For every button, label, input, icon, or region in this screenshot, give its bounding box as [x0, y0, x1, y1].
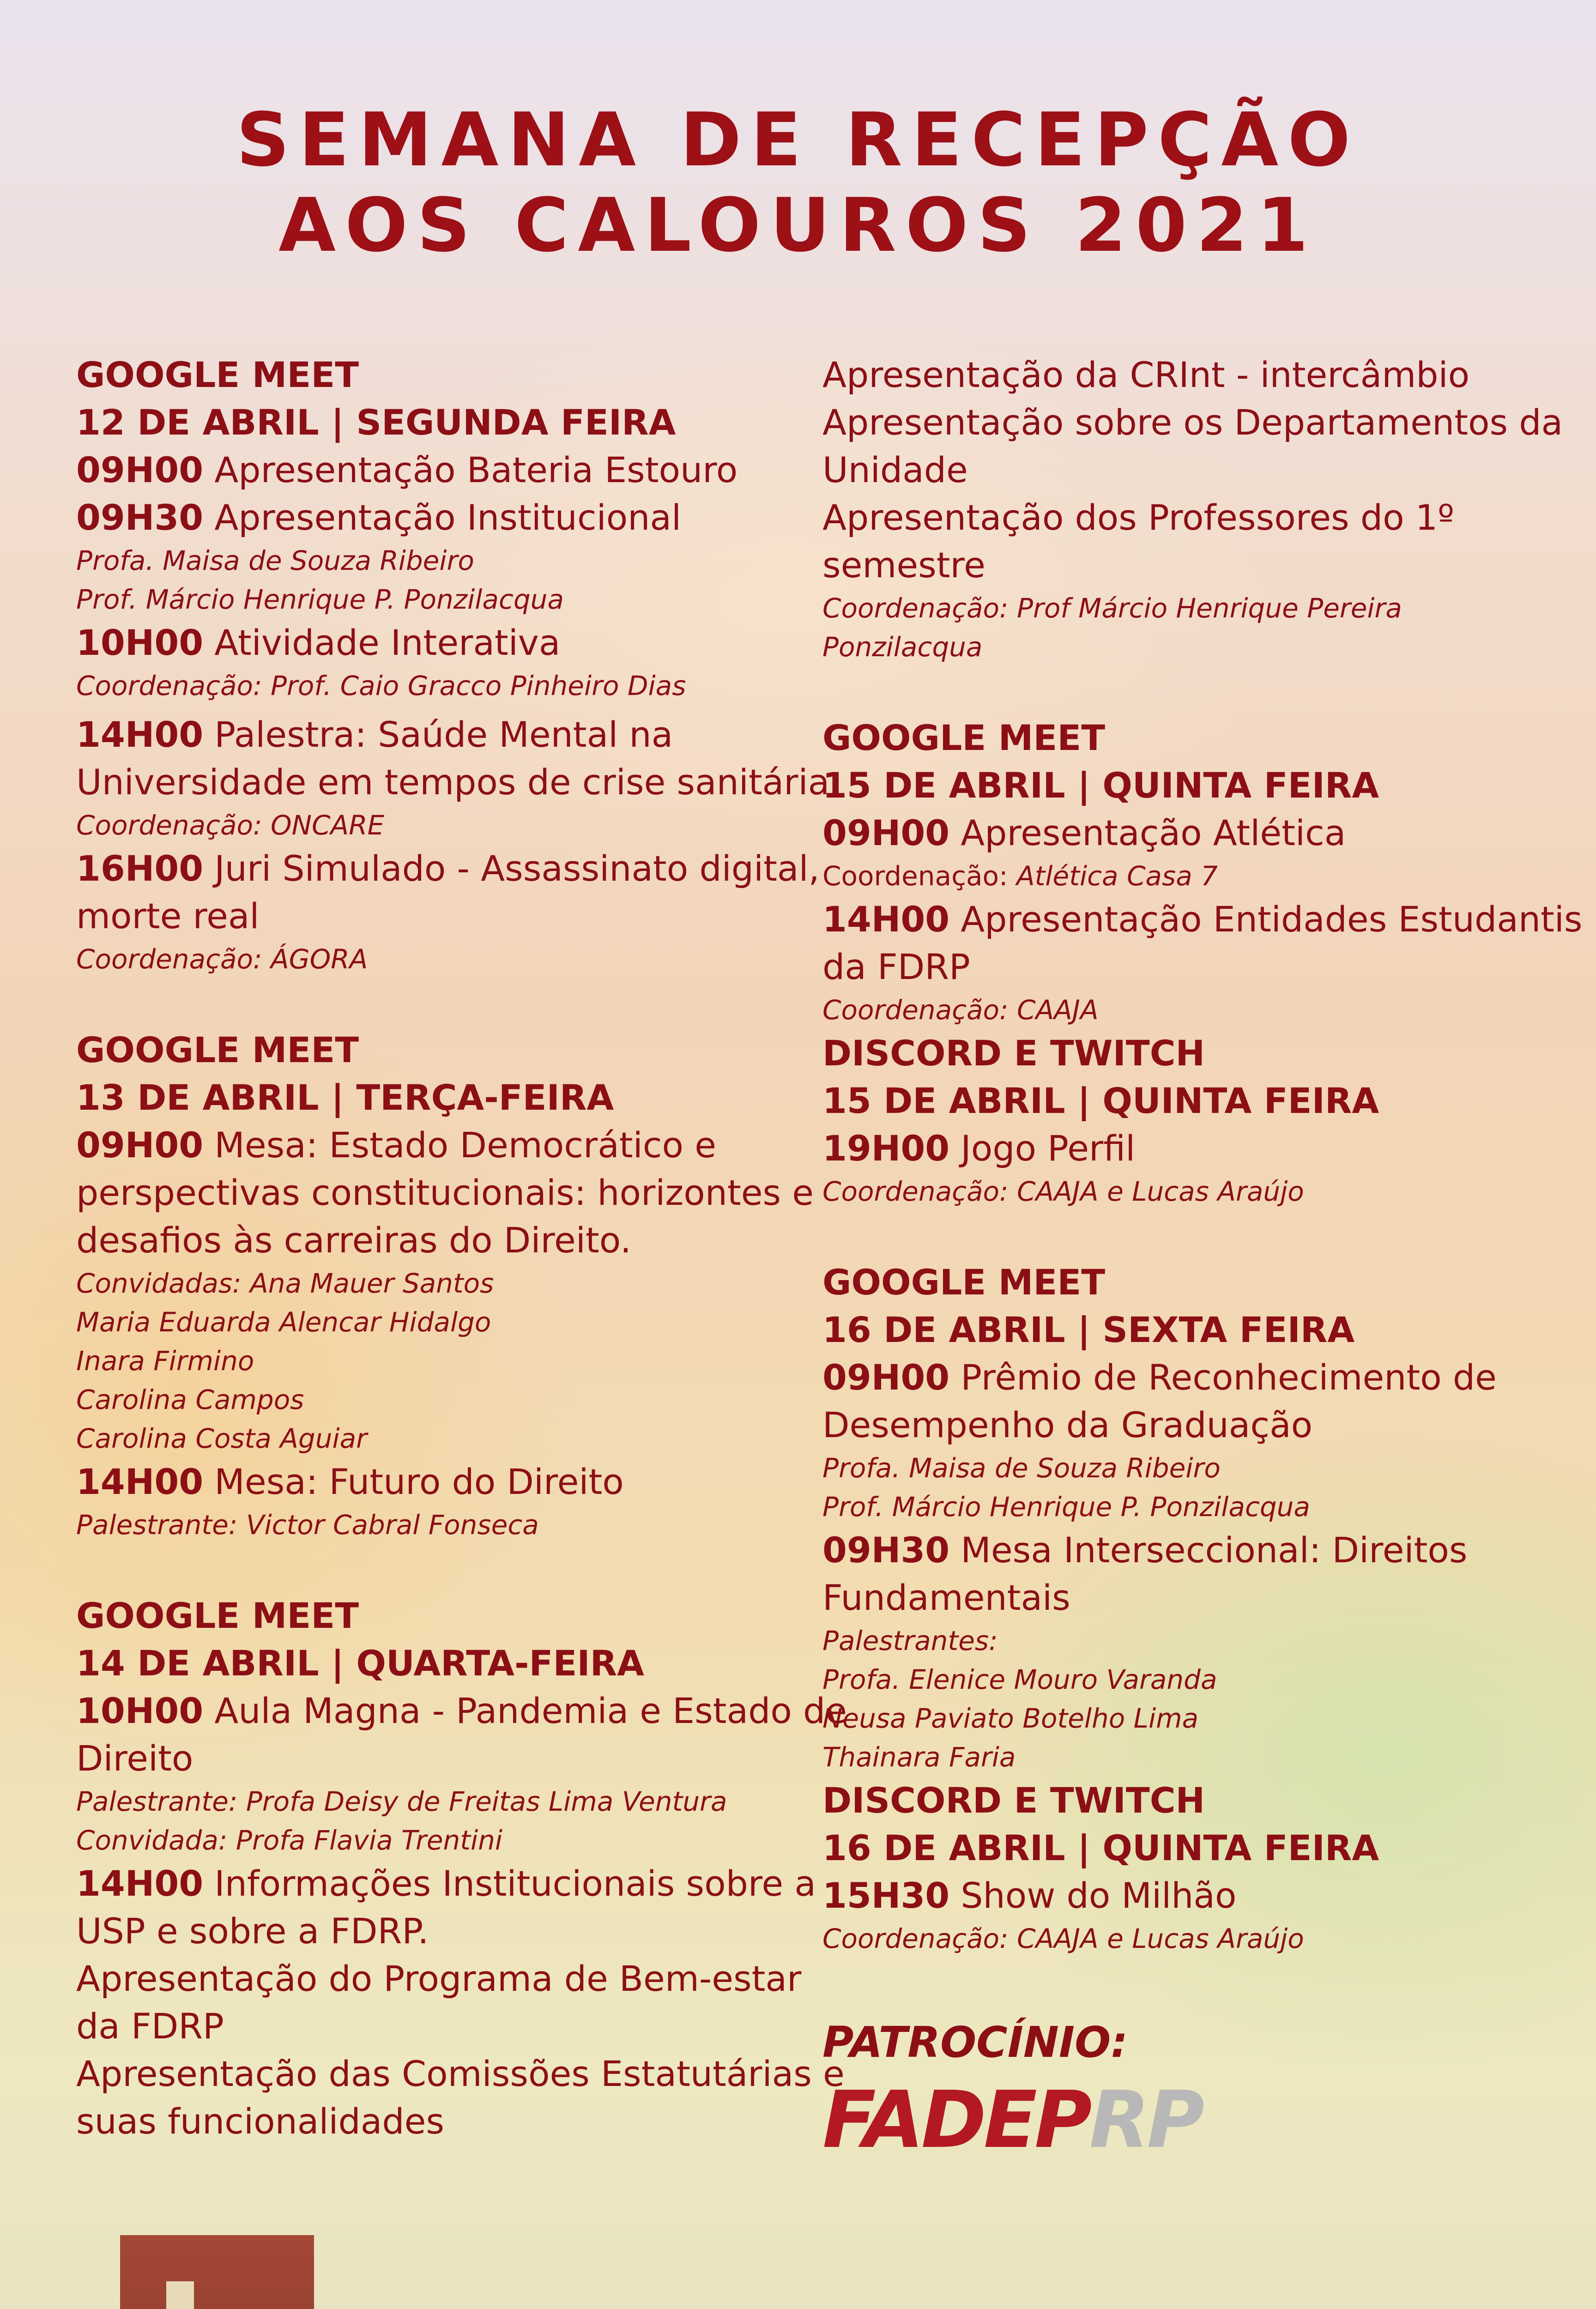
day-12-block — [76, 351, 841, 979]
day-date: 15 DE ABRIL | QUINTA FEIRA — [822, 1080, 1379, 1121]
event-title-cont: suas funcionalidades — [76, 2101, 444, 2142]
event-title: Show do Milhão — [949, 1875, 1237, 1916]
title-line-1: SEMANA DE RECEPÇÃO — [236, 97, 1360, 183]
event-line — [76, 1687, 847, 1735]
event-line — [822, 1526, 1529, 1574]
event-line — [822, 809, 1529, 857]
event-time: 14H00 — [76, 1863, 204, 1904]
event-note: Palestrante: Victor Cabral Fonseca — [76, 1509, 539, 1541]
event-title: Palestra: Saúde Mental na — [203, 714, 673, 755]
event-title-cont: Universidade em tempos de crise sanitária. — [76, 762, 841, 803]
event-line — [76, 619, 783, 666]
event-note-label: Coordenação: — [822, 860, 1016, 892]
sponsor-label: PATROCÍNIO: — [822, 2018, 1128, 2067]
event-title-cont: Apresentação das Comissões Estatutárias e — [76, 2053, 845, 2094]
event-title: Informações Institucionais sobre a — [203, 1863, 816, 1904]
left-tower — [120, 2235, 314, 2309]
event-title: Prêmio de Reconhecimento de — [949, 1357, 1497, 1398]
day-14-block — [76, 1592, 847, 2145]
event-note: Convidadas: Ana Mauer Santos — [76, 1268, 494, 1299]
poster-title — [0, 97, 1596, 268]
event-title: Aula Magna - Pandemia e Estado de — [203, 1690, 847, 1731]
day-13-block — [76, 1026, 814, 1544]
event-line — [76, 1860, 816, 1907]
day-14-continued — [822, 351, 1563, 666]
event-note: Inara Firmino — [76, 1345, 254, 1377]
event-note: Coordenação: ÁGORA — [76, 943, 368, 975]
event-title-cont: perspectivas constitucionais: horizontes e — [76, 1172, 814, 1213]
schedule-right-column — [822, 351, 1583, 2166]
day-date: 16 DE ABRIL | QUINTA FEIRA — [822, 1827, 1379, 1868]
platform-label: GOOGLE MEET — [76, 354, 359, 395]
event-note: Prof. Márcio Henrique P. Ponzilacqua — [76, 584, 564, 615]
event-note: Coordenação: CAAJA e Lucas Araújo — [822, 1176, 1304, 1207]
event-note: Coordenação: Prof Márcio Henrique Pereira — [822, 592, 1402, 624]
platform-label: GOOGLE MEET — [822, 717, 1106, 758]
event-title: Mesa: Estado Democrático e — [203, 1124, 716, 1166]
event-note: Carolina Campos — [76, 1384, 304, 1415]
event-time: 10H00 — [76, 1690, 204, 1731]
event-note: Ponzilacqua — [822, 631, 983, 663]
event-title-cont: Apresentação sobre os Departamentos da — [822, 402, 1563, 443]
event-title: Juri Simulado - Assassinato digital, — [203, 848, 820, 889]
event-note: Coordenação: CAAJA — [822, 994, 1099, 1026]
event-line — [822, 1124, 1529, 1172]
event-time: 09H00 — [822, 1357, 950, 1398]
event-line — [76, 845, 820, 892]
event-note: Prof. Márcio Henrique P. Ponzilacqua — [822, 1491, 1310, 1523]
sponsor-block — [822, 2015, 1529, 2166]
event-note: Profa. Maisa de Souza Ribeiro — [76, 545, 474, 576]
event-title: Apresentação Atlética — [949, 812, 1346, 853]
fadeprp-logo — [822, 2074, 1529, 2166]
event-note: Thainara Faria — [822, 1741, 1016, 1773]
event-note: Palestrante: Profa Deisy de Freitas Lima Ventura — [76, 1786, 727, 1817]
event-note: Neusa Paviato Botelho Lima — [822, 1703, 1199, 1734]
event-note: Coordenação: Prof. Caio Gracco Pinheiro Dias — [76, 670, 686, 701]
platform-label: GOOGLE MEET — [822, 1262, 1106, 1303]
event-time: 14H00 — [76, 1461, 204, 1502]
event-time: 09H30 — [76, 497, 204, 538]
event-title: Mesa: Futuro do Direito — [203, 1461, 624, 1502]
event-time: 14H00 — [822, 899, 950, 940]
platform-label: GOOGLE MEET — [76, 1029, 359, 1070]
event-line — [822, 1354, 1529, 1401]
event-title-cont: da FDRP — [822, 946, 970, 987]
logo-part-fadep: FADEP — [822, 2074, 1089, 2166]
day-date: 16 DE ABRIL | SEXTA FEIRA — [822, 1309, 1355, 1350]
event-note: Convidada: Profa Flavia Trentini — [76, 1825, 502, 1856]
event-title-cont: desafios às carreiras do Direito. — [76, 1220, 632, 1261]
event-title-cont: Apresentação do Programa de Bem-estar — [76, 1958, 802, 1999]
title-line-2: AOS CALOUROS 2021 — [278, 182, 1318, 268]
event-line — [822, 1872, 1529, 1919]
event-time: 15H30 — [822, 1875, 950, 1916]
event-time: 16H00 — [76, 848, 204, 889]
logo-part-rp: RP — [1089, 2074, 1202, 2166]
event-time: 10H00 — [76, 622, 204, 663]
platform-label: DISCORD E TWITCH — [822, 1033, 1205, 1074]
event-line — [76, 1458, 783, 1505]
event-note: Profa. Maisa de Souza Ribeiro — [822, 1452, 1221, 1484]
event-note-value: Atlética Casa 7 — [1016, 860, 1218, 892]
event-title-cont: Direito — [76, 1738, 193, 1779]
event-time: 09H00 — [76, 449, 204, 490]
day-date: 15 DE ABRIL | QUINTA FEIRA — [822, 765, 1379, 806]
event-title: Jogo Perfil — [949, 1128, 1136, 1169]
event-line — [822, 895, 1583, 943]
event-time: 19H00 — [822, 1128, 950, 1169]
event-title-cont: Desempenho da Graduação — [822, 1404, 1313, 1445]
event-title-cont: Apresentação dos Professores do 1º — [822, 497, 1454, 538]
event-note — [822, 857, 1529, 895]
event-title-cont: semestre — [822, 544, 985, 586]
event-note: Coordenação: CAAJA e Lucas Araújo — [822, 1923, 1304, 1954]
event-title-cont: Unidade — [822, 449, 968, 490]
event-note: Carolina Costa Aguiar — [76, 1423, 368, 1454]
event-line — [76, 711, 783, 758]
event-title: Mesa Interseccional: Direitos — [949, 1529, 1468, 1571]
event-note: Maria Eduarda Alencar Hidalgo — [76, 1306, 491, 1338]
event-title-cont: da FDRP — [76, 2006, 224, 2047]
day-date: 12 DE ABRIL | SEGUNDA FEIRA — [76, 402, 676, 443]
event-title-cont: USP e sobre a FDRP. — [76, 1910, 429, 1952]
event-title-cont: Apresentação da CRInt - intercâmbio — [822, 354, 1470, 395]
event-note: Coordenação: ONCARE — [76, 810, 385, 841]
event-title-cont: Fundamentais — [822, 1577, 1070, 1618]
event-time: 09H30 — [822, 1529, 950, 1571]
event-line — [76, 494, 783, 541]
day-date: 14 DE ABRIL | QUARTA-FEIRA — [76, 1643, 644, 1684]
event-title-cont: morte real — [76, 895, 260, 937]
event-title: Apresentação Entidades Estudantis — [949, 899, 1583, 940]
platform-label: GOOGLE MEET — [76, 1595, 359, 1636]
event-time: 09H00 — [822, 812, 950, 853]
event-line — [76, 446, 783, 494]
platform-label: DISCORD E TWITCH — [822, 1780, 1205, 1821]
event-note: Palestrantes: — [822, 1625, 998, 1656]
schedule-left-column — [76, 351, 847, 2145]
campus-building-illustration — [0, 2217, 1596, 2309]
event-time: 09H00 — [76, 1124, 204, 1166]
event-line — [76, 1121, 783, 1169]
event-title: Atividade Interativa — [203, 622, 561, 663]
event-time: 14H00 — [76, 714, 204, 755]
day-16-block — [822, 1258, 1529, 1958]
event-note: Profa. Elenice Mouro Varanda — [822, 1664, 1217, 1695]
day-15-block — [822, 714, 1583, 1211]
event-title: Apresentação Bateria Estouro — [203, 449, 738, 490]
event-title: Apresentação Institucional — [203, 497, 682, 538]
day-date: 13 DE ABRIL | TERÇA-FEIRA — [76, 1077, 614, 1118]
